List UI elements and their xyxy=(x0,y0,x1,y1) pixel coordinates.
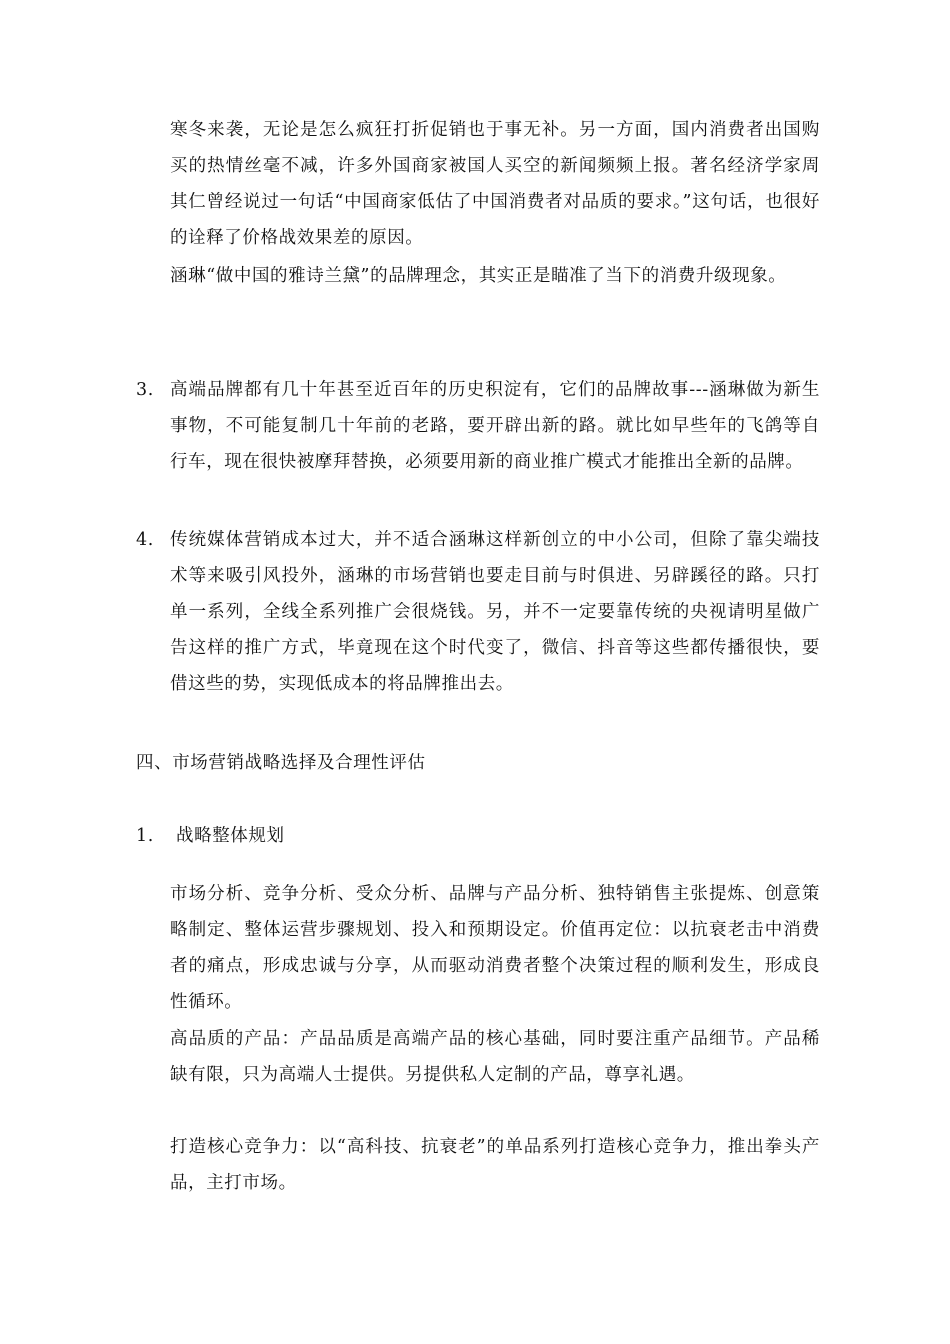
list-number: 3. xyxy=(136,380,154,400)
list-item-3 xyxy=(136,372,820,480)
paragraph-core-competitiveness: 打造核心竞争力：以“高科技、抗衰老”的单品系列打造核心竞争力，推出拳头产品，主打市场。 xyxy=(170,1137,820,1193)
paragraph-price-war: 寒冬来袭，无论是怎么疯狂打折促销也于事无补。另一方面，国内消费者出国购买的热情丝毫不减，许多外国商家被国人买空的新闻频频上报。著名经济学家周其仁曾经说过一句话“中国商家低估了中国消费者对品质的要求。”这句话，也很好的诠释了价格战效果差的原因。 xyxy=(170,120,820,248)
subsection-number: 1. xyxy=(136,826,154,846)
subsection-title: 战略整体规划 xyxy=(176,826,285,846)
list-item-text: 传统媒体营销成本过大，并不适合涵琳这样新创立的中小公司，但除了靠尖端技术等来吸引风投外，涵琳的市场营销也要走目前与时俱进、另辟蹊径的路。只打单一系列，全线全系列推广会很烧钱。另，并不一定要靠传统的央视请明星做广告这样的推广方式，毕竟现在这个时代变了，微信、抖音等这些都传播很快，要借这些的势，实现低成本的将品牌推出去。 xyxy=(170,530,820,694)
paragraph-brand-concept: 涵琳“做中国的雅诗兰黛”的品牌理念，其实正是瞄准了当下的消费升级现象。 xyxy=(170,266,787,286)
section-heading: 四、市场营销战略选择及合理性评估 xyxy=(136,753,426,773)
list-item-text: 高端品牌都有几十年甚至近百年的历史积淀有，它们的品牌故事---涵琳做为新生事物，不可能复制几十年前的老路，要开辟出新的路。就比如早些年的飞鸽等自行车，现在很快被摩拜替换，必须要用新的商业推广模式才能推出全新的品牌。 xyxy=(170,380,820,472)
paragraph-high-quality: 高品质的产品：产品品质是高端产品的核心基础，同时要注重产品细节。产品稀缺有限，只为高端人士提供。另提供私人定制的产品，尊享礼遇。 xyxy=(170,1029,820,1085)
subsection-heading xyxy=(136,818,285,854)
list-item-4 xyxy=(136,522,820,702)
paragraph-strategy-plan: 市场分析、竞争分析、受众分析、品牌与产品分析、独特销售主张提炼、创意策略制定、整体运营步骤规划、投入和预期设定。价值再定位：以抗衰老击中消费者的痛点，形成忠诚与分享，从而驱动消费者整个决策过程的顺利发生，形成良性循环。 xyxy=(170,884,820,1012)
list-number: 4. xyxy=(136,530,154,550)
